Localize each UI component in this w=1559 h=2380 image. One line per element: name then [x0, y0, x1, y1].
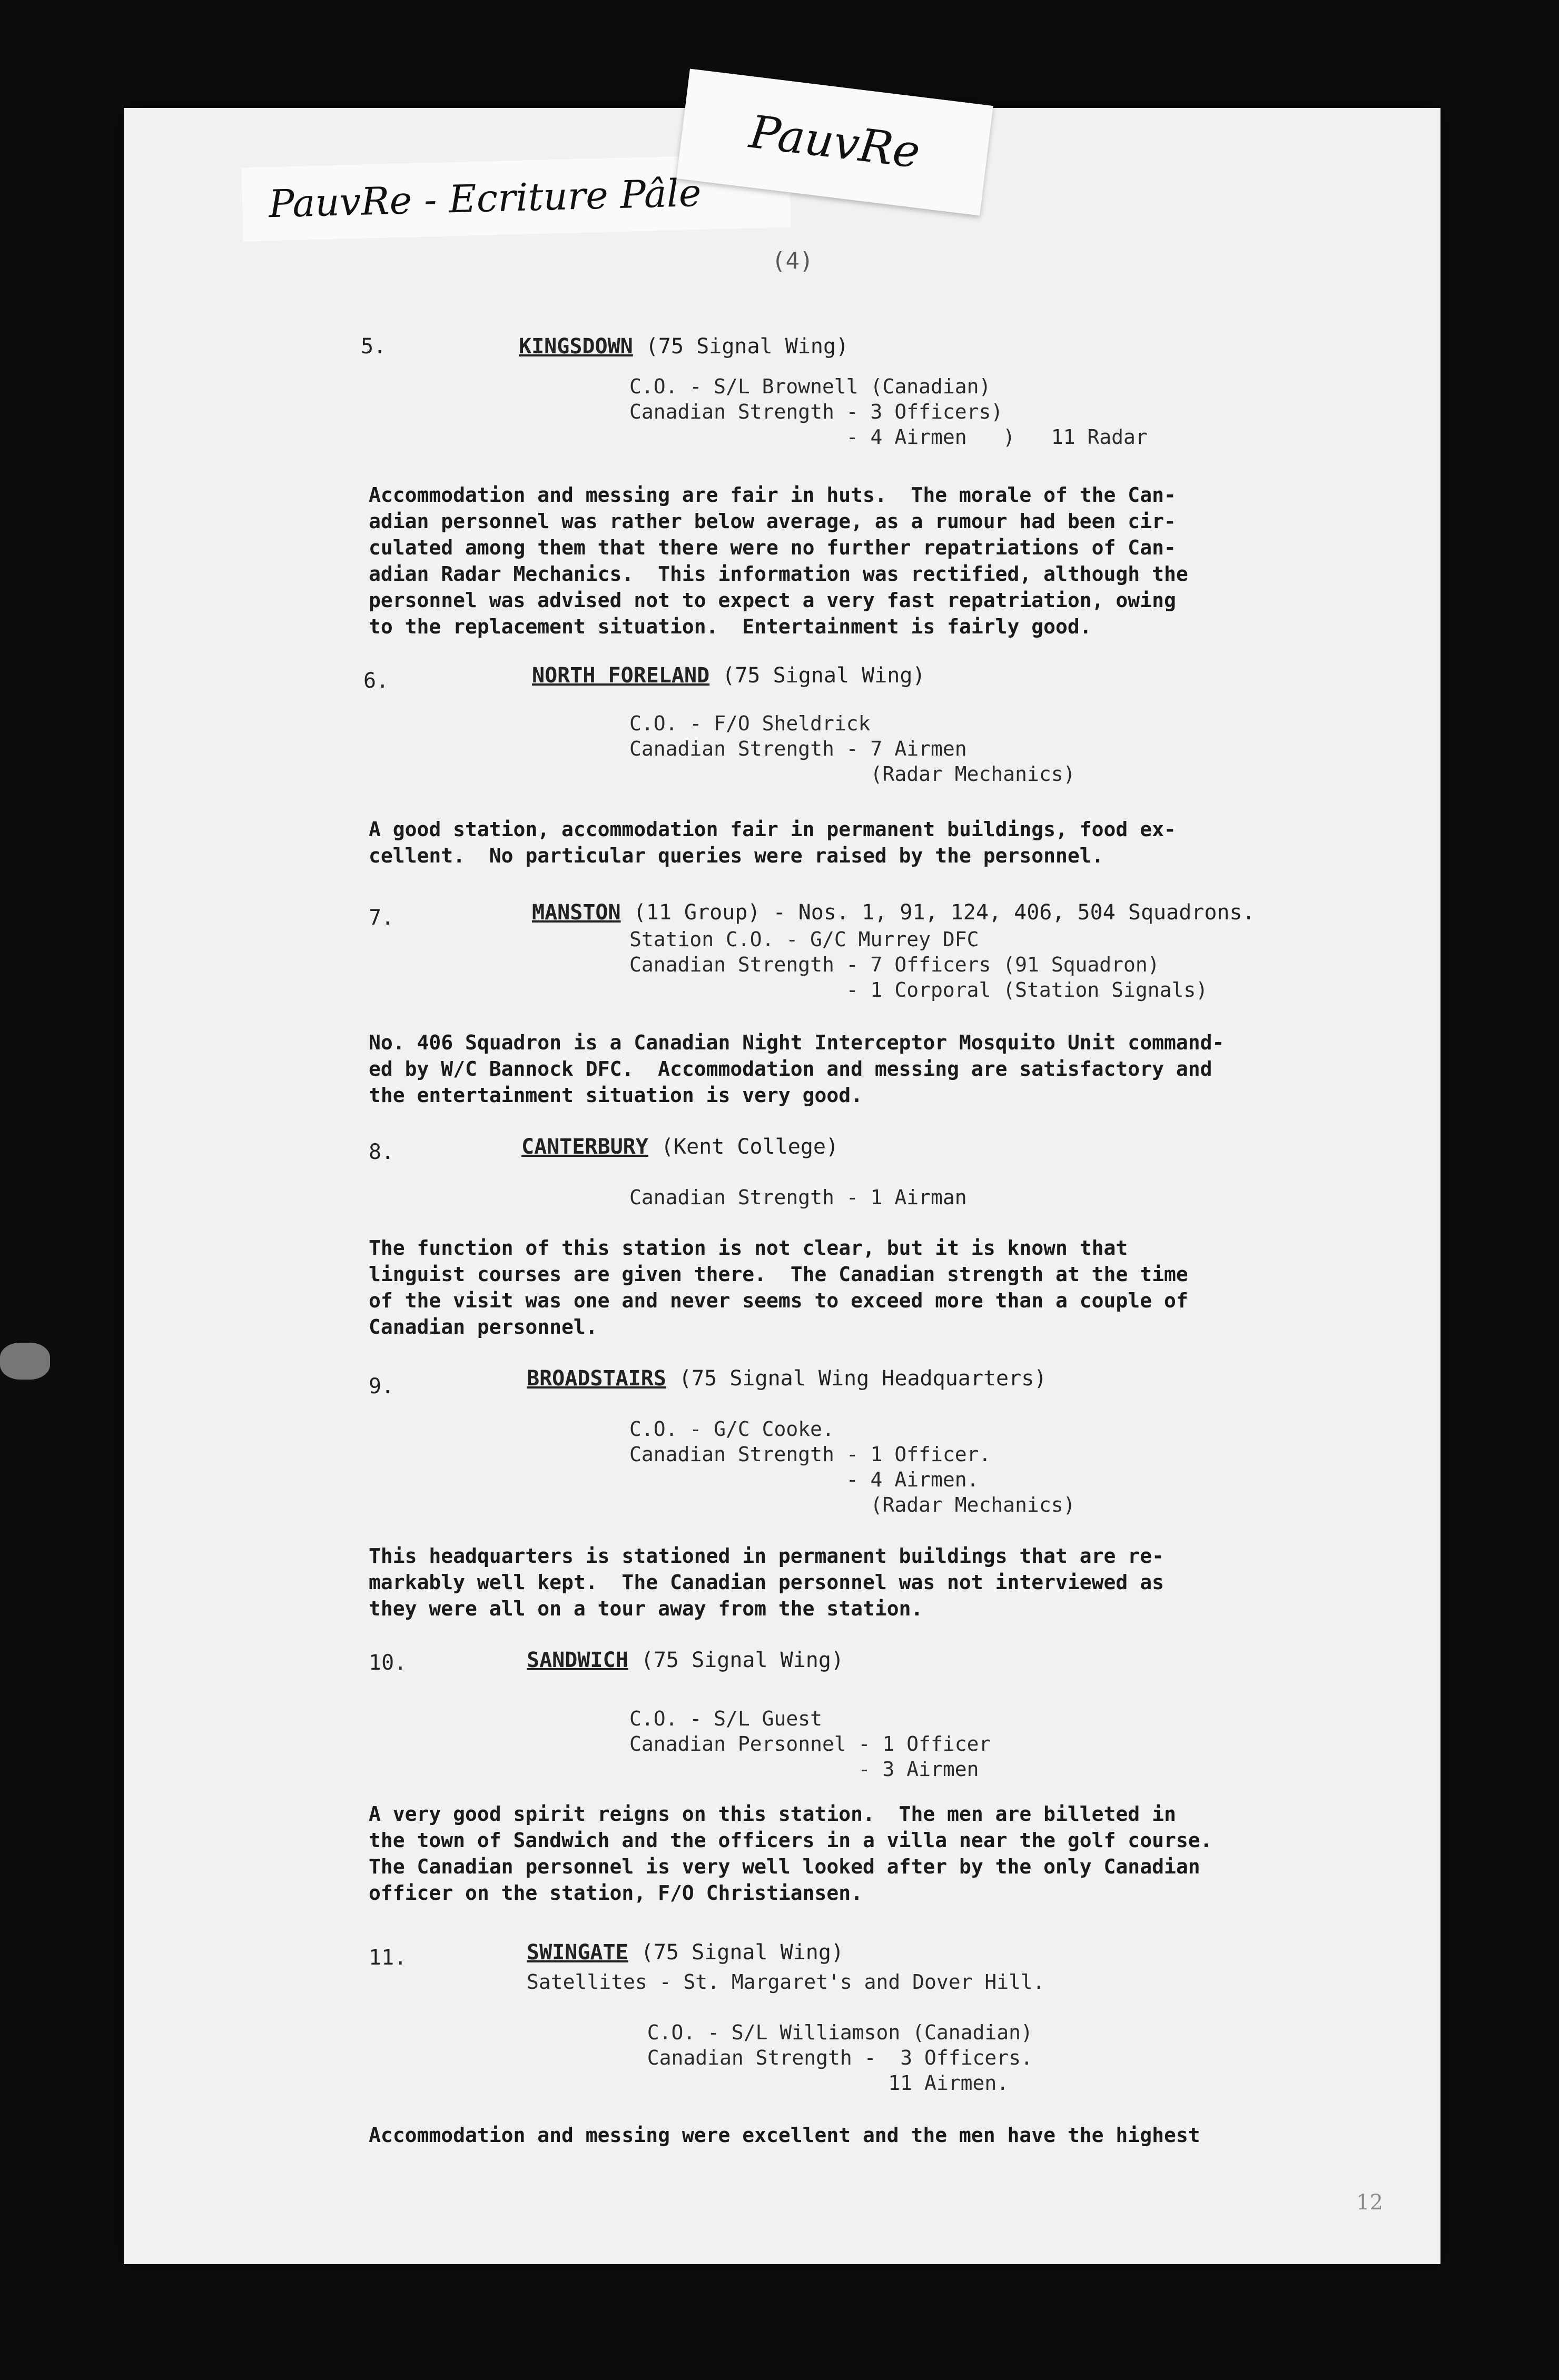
- section-number: 5.: [361, 334, 387, 359]
- section-heading: [532, 663, 925, 688]
- section-heading: [532, 900, 1255, 925]
- section-details: Station C.O. - G/C Murrey DFC Canadian Strength - 7 Officers (91 Squadron) - 1 Corporal (Station Signals): [629, 928, 1208, 1001]
- section-details: C.O. - S/L Brownell (Canadian) Canadian Strength - 3 Officers) - 4 Airmen ) 11 Radar: [629, 375, 1148, 449]
- section-paragraph: No. 406 Squadron is a Canadian Night Interceptor Mosquito Unit command- ed by W/C Bannock DFC. Accommodation and messing are satisfactory and the entertainment situation is very good.: [369, 1031, 1225, 1107]
- sticker-note-right: PauvRe: [676, 68, 993, 215]
- sticker-note-left: PauvRe - Ecriture Pâle: [241, 153, 791, 241]
- station-unit: (75 Signal Wing Headquarters): [666, 1366, 1047, 1391]
- station-unit: (11 Group) - Nos. 1, 91, 124, 406, 504 Squadrons.: [620, 900, 1255, 925]
- station-unit: (75 Signal Wing): [709, 663, 925, 688]
- section-heading: [527, 1648, 844, 1672]
- station-name: NORTH FORELAND: [532, 663, 710, 688]
- film-edge-mark: [0, 1343, 50, 1380]
- station-name: SWINGATE: [527, 1940, 628, 1965]
- section-number: 11.: [369, 1946, 407, 1970]
- section-details: C.O. - S/L Guest Canadian Personnel - 1 Officer - 3 Airmen: [629, 1707, 991, 1781]
- station-name: MANSTON: [532, 900, 621, 925]
- section-paragraph: Accommodation and messing were excellent and the men have the highest: [369, 2124, 1200, 2147]
- document-page: [124, 105, 1440, 2264]
- station-name: CANTERBURY: [521, 1135, 648, 1159]
- station-unit: (Kent College): [648, 1135, 839, 1159]
- section-details: C.O. - G/C Cooke. Canadian Strength - 1 Officer. - 4 Airmen. (Radar Mechanics): [629, 1417, 1075, 1516]
- section-details: Canadian Strength - 1 Airman: [629, 1186, 967, 1209]
- station-name: SANDWICH: [527, 1648, 628, 1672]
- section-number: 9.: [369, 1374, 394, 1399]
- station-name: BROADSTAIRS: [527, 1366, 666, 1391]
- section-paragraph: A good station, accommodation fair in permanent buildings, food ex- cellent. No particular queries were raised by the personnel.: [369, 818, 1176, 867]
- section-details: C.O. - F/O Sheldrick Canadian Strength - 7 Airmen (Radar Mechanics): [629, 712, 1075, 786]
- section-number: 10.: [369, 1651, 407, 1675]
- bottom-page-mark: 12: [1356, 2190, 1383, 2215]
- station-unit: (75 Signal Wing): [633, 334, 849, 359]
- station-name: KINGSDOWN: [519, 334, 633, 359]
- section-number: 8.: [369, 1140, 394, 1164]
- section-paragraph: The function of this station is not clear, but it is known that linguist courses are given there. The Canadian strength at the time of the visit was one and never seems to exceed more than a couple of Canadian personnel.: [369, 1236, 1188, 1338]
- section-heading: [527, 1940, 844, 1965]
- section-paragraph: Accommodation and messing are fair in huts. The morale of the Can- adian personnel was rather below average, as a rumour had been cir- culated among them that there were no further repatriations of Can- adian Radar Mechanics. This information was rectified, although the personnel was advised not to expect a very fast repatriation, owing to the replacement situation. Entertainment is fairly good.: [369, 483, 1188, 638]
- section-details: Satellites - St. Margaret's and Dover Hill. C.O. - S/L Williamson (Canadian) Canadian Strength - 3 Officers. 11 Airmen.: [527, 1970, 1045, 2095]
- station-unit: (75 Signal Wing): [628, 1940, 844, 1965]
- section-paragraph: A very good spirit reigns on this station. The men are billeted in the town of Sandwich and the officers in a villa near the golf course. The Canadian personnel is very well looked after by the only Canadian officer on the station, F/O Christiansen.: [369, 1802, 1212, 1905]
- section-number: 6.: [363, 669, 389, 693]
- section-number: 7.: [369, 906, 394, 930]
- station-unit: (75 Signal Wing): [628, 1648, 844, 1672]
- section-heading: [521, 1135, 838, 1159]
- section-paragraph: This headquarters is stationed in permanent buildings that are re- markably well kept. The Canadian personnel was not interviewed as they were all on a tour away from the station.: [369, 1544, 1164, 1620]
- section-heading: [519, 334, 848, 359]
- section-heading: [527, 1366, 1047, 1391]
- page-number: (4): [772, 247, 814, 274]
